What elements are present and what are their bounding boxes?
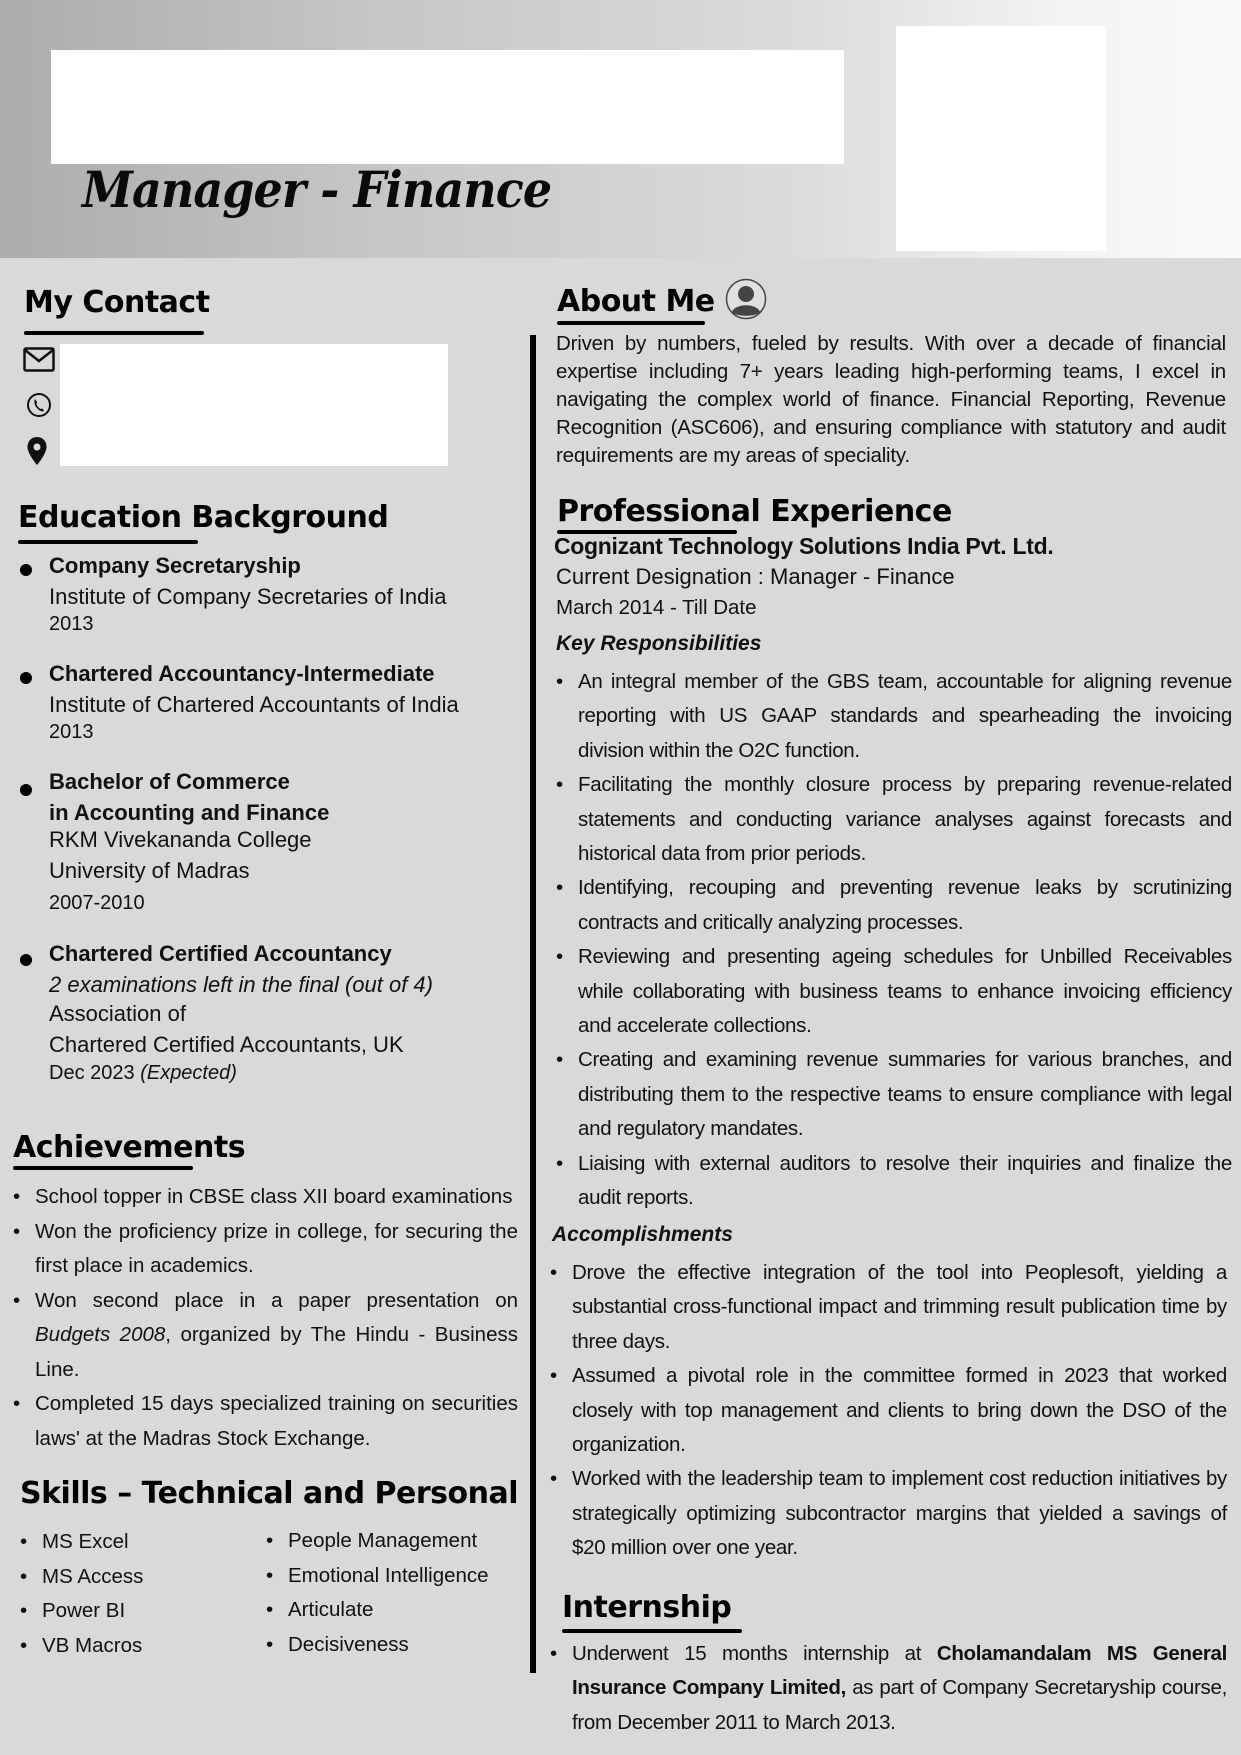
designation: Current Designation : Manager - Finance	[556, 564, 955, 589]
accomplishment-item: • Assumed a pivotal role in the committee formed in 2023 that worked closely with top management and clients to bring down the DSO of the organization.	[572, 1359, 1227, 1462]
redacted-name	[51, 50, 844, 164]
accomplishment-item: • Drove the effective integration of the tool into Peoplesoft, yielding a substantial cross-functional impact and trimming result publication time by three days.	[572, 1256, 1227, 1359]
internship-text: as part of Company Secretaryship course, from December 2011 to March 2013.	[572, 1676, 1227, 1734]
education-institution-line2: Chartered Certified Accountants, UK	[49, 1032, 404, 1057]
skill-item: • VB Macros	[42, 1629, 143, 1664]
achievement-text: , organized by The Hindu - Business Line.	[35, 1323, 518, 1381]
responsibility-item: • An integral member of the GBS team, accountable for aligning revenue reporting with US GAAP standards and spearheading the invoicing division within the O2C function.	[578, 665, 1232, 768]
skill-item: • Decisiveness	[288, 1628, 489, 1663]
responsibilities-list	[578, 665, 1232, 1216]
employment-dates: March 2014 - Till Date	[556, 596, 757, 619]
education-degree: Bachelor of Commerce	[49, 769, 290, 794]
responsibility-item: • Identifying, recouping and preventing revenue leaks by scrutinizing contracts and critically analyzing processes.	[578, 871, 1232, 940]
internship-list	[572, 1637, 1227, 1740]
accomplishments-heading: Accomplishments	[552, 1223, 733, 1246]
bullet-icon	[20, 954, 32, 966]
achievements-heading-underline	[13, 1166, 193, 1170]
education-year: 2007-2010	[49, 892, 145, 914]
education-degree: Chartered Certified Accountancy	[49, 941, 392, 966]
responsibility-item: • Reviewing and presenting ageing schedules for Unbilled Receivables while collaborating with business teams to enhance invoicing efficiency and accelerate collections.	[578, 940, 1232, 1043]
achievement-item	[35, 1284, 518, 1388]
education-degree-line2: in Accounting and Finance	[49, 800, 330, 825]
achievements-heading: Achievements	[13, 1130, 246, 1165]
responsibility-item: • Liaising with external auditors to resolve their inquiries and finalize the audit reports.	[578, 1147, 1232, 1216]
achievement-item: • Won the proficiency prize in college, for securing the first place in academics.	[35, 1215, 518, 1284]
experience-heading: Professional Experience	[557, 494, 952, 529]
bullet-icon	[20, 672, 32, 684]
education-heading: Education Background	[18, 500, 389, 535]
achievement-text: Won second place in a paper presentation on	[35, 1288, 518, 1312]
skill-item: • MS Access	[42, 1560, 143, 1595]
technical-skills-list	[42, 1525, 143, 1663]
responsibility-item: • Creating and examining revenue summaries for various branches, and distributing them to the respective teams to ensure compliance with legal and regulatory mandates.	[578, 1043, 1232, 1146]
education-year	[49, 1062, 237, 1085]
education-institution: Institute of Chartered Accountants of India	[49, 692, 459, 717]
responsibility-item: • Facilitating the monthly closure process by preparing revenue-related statements and conducting variance analyses against forecasts and historical data from prior periods.	[578, 768, 1232, 871]
skill-item: • People Management	[288, 1524, 489, 1559]
company-name: Cognizant Technology Solutions India Pvt. Ltd.	[554, 533, 1054, 559]
skill-item: • MS Excel	[42, 1525, 143, 1560]
phone-icon	[22, 388, 56, 422]
internship-text: Underwent 15 months internship at	[572, 1642, 937, 1665]
achievement-italic-text: Budgets 2008	[35, 1323, 166, 1346]
skill-item: • Emotional Intelligence	[288, 1559, 489, 1594]
internship-company: Cholamandalam MS General Insurance Company Limited,	[572, 1642, 1227, 1700]
bullet-icon	[20, 784, 32, 796]
education-institution: Association of	[49, 1001, 186, 1026]
column-divider	[530, 335, 536, 1673]
key-responsibilities-heading: Key Responsibilities	[556, 632, 762, 655]
bullet-icon	[20, 564, 32, 576]
skill-item: • Articulate	[288, 1593, 489, 1628]
internship-heading: Internship	[562, 1590, 732, 1625]
internship-item	[572, 1637, 1227, 1740]
about-heading: About Me	[557, 284, 715, 319]
achievement-item: • School topper in CBSE class XII board examinations	[35, 1180, 518, 1215]
skills-heading: Skills – Technical and Personal	[20, 1476, 519, 1511]
education-year: 2013	[49, 613, 94, 635]
achievements-list	[35, 1180, 518, 1456]
about-heading-underline	[557, 321, 705, 325]
education-university: University of Madras	[49, 858, 250, 883]
education-heading-underline	[18, 540, 198, 544]
location-pin-icon	[20, 434, 54, 468]
job-title: Manager - Finance	[82, 160, 552, 219]
accomplishment-item: • Worked with the leadership team to implement cost reduction initiatives by strategically optimizing subcontractor margins that yielded a savings of $20 million over one year.	[572, 1462, 1227, 1565]
education-year: 2013	[49, 721, 94, 743]
education-date-note: (Expected)	[140, 1062, 237, 1084]
education-degree: Company Secretaryship	[49, 553, 301, 578]
education-institution: Institute of Company Secretaries of India	[49, 584, 447, 609]
about-text: Driven by numbers, fueled by results. With over a decade of financial expertise including 7+ years leading high-performing teams, I excel in navigating the complex world of finance. Financial Reporting, Revenue Recognition (ASC606), and ensuring compliance with statutory and audit requirements are my areas of speciality.	[556, 332, 1226, 467]
accomplishments-list	[572, 1256, 1227, 1566]
resume-header	[0, 0, 1241, 258]
user-avatar-icon	[725, 278, 767, 320]
education-date: Dec 2023	[49, 1062, 135, 1084]
contact-heading-underline	[24, 331, 204, 335]
personal-skills-list	[288, 1524, 489, 1662]
internship-heading-underline	[562, 1629, 742, 1633]
education-institution: RKM Vivekananda College	[49, 827, 312, 852]
redacted-contact-details	[60, 344, 448, 466]
achievement-item: • Completed 15 days specialized training on securities laws' at the Madras Stock Exchange.	[35, 1387, 518, 1456]
education-note: 2 examinations left in the final (out of 4)	[49, 972, 433, 997]
mail-icon	[22, 343, 56, 377]
skill-item: • Power BI	[42, 1594, 143, 1629]
redacted-photo	[896, 26, 1106, 251]
contact-heading: My Contact	[24, 285, 210, 320]
education-degree: Chartered Accountancy-Intermediate	[49, 661, 435, 686]
